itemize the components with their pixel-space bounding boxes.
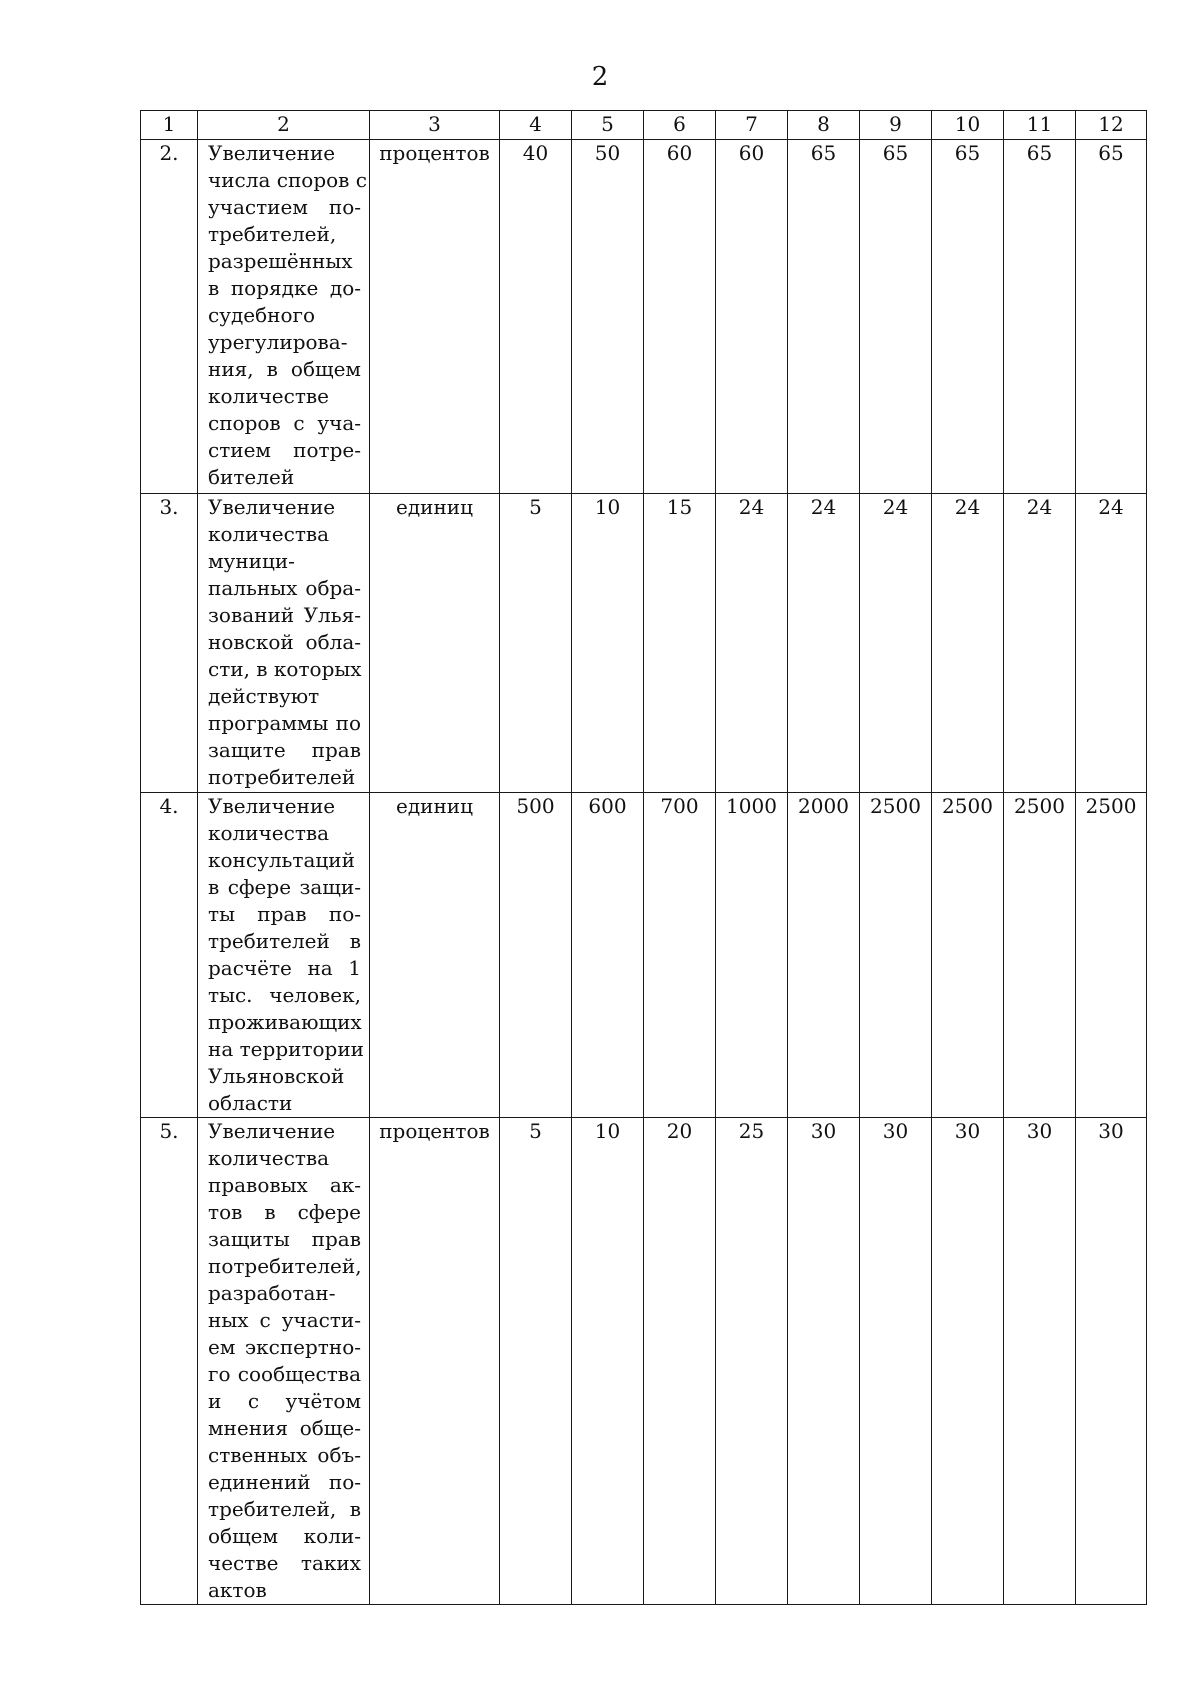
table-row [141, 1118, 1147, 1605]
indicator-name-line: на территории [208, 1037, 365, 1061]
header-cell: 6 [644, 111, 716, 140]
indicator-name-line: урегулирова- [208, 330, 348, 354]
indicator-name-line: требителей в [208, 929, 361, 953]
indicator-name-line: споров с уча- [208, 411, 361, 435]
indicator-name-line: общем коли- [208, 1524, 361, 1548]
value-cell: 50 [572, 140, 644, 494]
indicator-name-line: бителей [208, 465, 295, 489]
unit-of-measure: единиц [370, 494, 500, 793]
indicator-name-line: муници- [208, 549, 295, 573]
indicator-name-line: Ульяновской [208, 1064, 345, 1088]
indicator-name-line: защиты прав [208, 1227, 361, 1251]
value-cell: 65 [1004, 140, 1076, 494]
value-cell: 65 [932, 140, 1004, 494]
row-number: 4. [141, 793, 198, 1118]
indicator-name-line: тов в сфере [208, 1200, 361, 1224]
row-number: 2. [141, 140, 198, 494]
indicator-name-line: Увеличение [208, 495, 336, 519]
indicator-name-line: действуют [208, 684, 320, 708]
indicator-name-line: программы по [208, 711, 361, 735]
header-cell: 12 [1076, 111, 1147, 140]
value-cell: 24 [1076, 494, 1147, 793]
indicator-name-line: сти, в которых [208, 657, 362, 681]
value-cell: 20 [644, 1118, 716, 1605]
indicator-name-line: требителей, в [208, 1497, 361, 1521]
indicator-name [198, 140, 370, 494]
indicator-name-line: ния, в общем [208, 357, 361, 381]
value-cell: 24 [716, 494, 788, 793]
value-cell: 40 [500, 140, 572, 494]
value-cell: 24 [932, 494, 1004, 793]
header-cell: 10 [932, 111, 1004, 140]
indicator-name-line: требителей, [208, 222, 337, 246]
indicator-name-line: мнения обще- [208, 1416, 361, 1440]
indicator-name-line: области [208, 1091, 293, 1115]
value-cell: 30 [1076, 1118, 1147, 1605]
value-cell: 30 [932, 1118, 1004, 1605]
row-number: 3. [141, 494, 198, 793]
indicator-name-line: ем экспертно- [208, 1335, 361, 1359]
indicator-name-line: ных с участи- [208, 1308, 361, 1332]
indicator-name-line: защите прав [208, 738, 361, 762]
value-cell: 30 [1004, 1118, 1076, 1605]
header-cell: 7 [716, 111, 788, 140]
header-cell: 1 [141, 111, 198, 140]
header-cell: 8 [788, 111, 860, 140]
indicator-name-line: расчёте на 1 [208, 956, 361, 980]
indicator-name-line: количества [208, 522, 330, 546]
value-cell: 60 [716, 140, 788, 494]
value-cell: 65 [1076, 140, 1147, 494]
indicator-name [198, 494, 370, 793]
indicator-name [198, 1118, 370, 1605]
indicator-name-line: зований Улья- [208, 603, 361, 627]
indicator-name-line: стием потре- [208, 438, 361, 462]
indicator-name-line: потребителей [208, 765, 356, 789]
indicator-name-line: количества [208, 821, 330, 845]
header-cell: 11 [1004, 111, 1076, 140]
indicator-name [198, 793, 370, 1118]
value-cell: 600 [572, 793, 644, 1118]
value-cell: 15 [644, 494, 716, 793]
indicator-name-line: судебного [208, 303, 316, 327]
header-cell: 4 [500, 111, 572, 140]
indicator-name-line: пальных обра- [208, 576, 361, 600]
header-cell: 9 [860, 111, 932, 140]
indicator-name-line: актов [208, 1578, 267, 1602]
value-cell: 65 [860, 140, 932, 494]
value-cell: 30 [860, 1118, 932, 1605]
page-number: 2 [591, 62, 609, 92]
value-cell: 25 [716, 1118, 788, 1605]
unit-of-measure: единиц [370, 793, 500, 1118]
value-cell: 700 [644, 793, 716, 1118]
unit-of-measure: процентов [370, 140, 500, 494]
indicators-table [140, 110, 1147, 1605]
indicator-name-line: правовых ак- [208, 1173, 361, 1197]
table-header-row [141, 111, 1147, 140]
value-cell: 2500 [860, 793, 932, 1118]
value-cell: 10 [572, 494, 644, 793]
value-cell: 500 [500, 793, 572, 1118]
indicator-name-line: ты прав по- [208, 902, 361, 926]
row-number: 5. [141, 1118, 198, 1605]
indicator-name-line: Увеличение [208, 1119, 336, 1143]
value-cell: 5 [500, 1118, 572, 1605]
value-cell: 24 [860, 494, 932, 793]
indicator-name-line: и с учётом [208, 1389, 361, 1413]
indicator-name-line: Увеличение [208, 141, 336, 165]
indicator-name-line: количества [208, 1146, 330, 1170]
indicator-name-line: тыс. человек, [208, 983, 361, 1007]
indicator-name-line: потребителей, [208, 1254, 362, 1278]
indicator-name-line: единений по- [208, 1470, 361, 1494]
value-cell: 1000 [716, 793, 788, 1118]
indicator-name-line: Увеличение [208, 794, 336, 818]
value-cell: 2000 [788, 793, 860, 1118]
value-cell: 2500 [1004, 793, 1076, 1118]
indicator-name-line: проживающих [208, 1010, 362, 1034]
indicator-name-line: разрешённых [208, 249, 353, 273]
indicator-name-line: новской обла- [208, 630, 361, 654]
indicator-name-line: консультаций [208, 848, 355, 872]
table-row [141, 793, 1147, 1118]
indicator-name-line: разработан- [208, 1281, 336, 1305]
indicator-name-line: в сфере защи- [208, 875, 361, 899]
header-cell: 2 [198, 111, 370, 140]
indicator-name-line: го сообщества [208, 1362, 361, 1386]
indicator-name-line: честве таких [208, 1551, 361, 1575]
header-cell: 3 [370, 111, 500, 140]
value-cell: 5 [500, 494, 572, 793]
value-cell: 60 [644, 140, 716, 494]
indicator-name-line: в порядке до- [208, 276, 361, 300]
value-cell: 2500 [932, 793, 1004, 1118]
value-cell: 30 [788, 1118, 860, 1605]
indicator-name-line: числа споров с [208, 168, 367, 192]
header-cell: 5 [572, 111, 644, 140]
indicator-name-line: количестве [208, 384, 329, 408]
value-cell: 10 [572, 1118, 644, 1605]
value-cell: 65 [788, 140, 860, 494]
unit-of-measure: процентов [370, 1118, 500, 1605]
value-cell: 24 [788, 494, 860, 793]
value-cell: 2500 [1076, 793, 1147, 1118]
table-row [141, 140, 1147, 494]
table-row [141, 494, 1147, 793]
indicator-name-line: ственных объ- [208, 1443, 361, 1467]
value-cell: 24 [1004, 494, 1076, 793]
indicator-name-line: участием по- [208, 195, 361, 219]
